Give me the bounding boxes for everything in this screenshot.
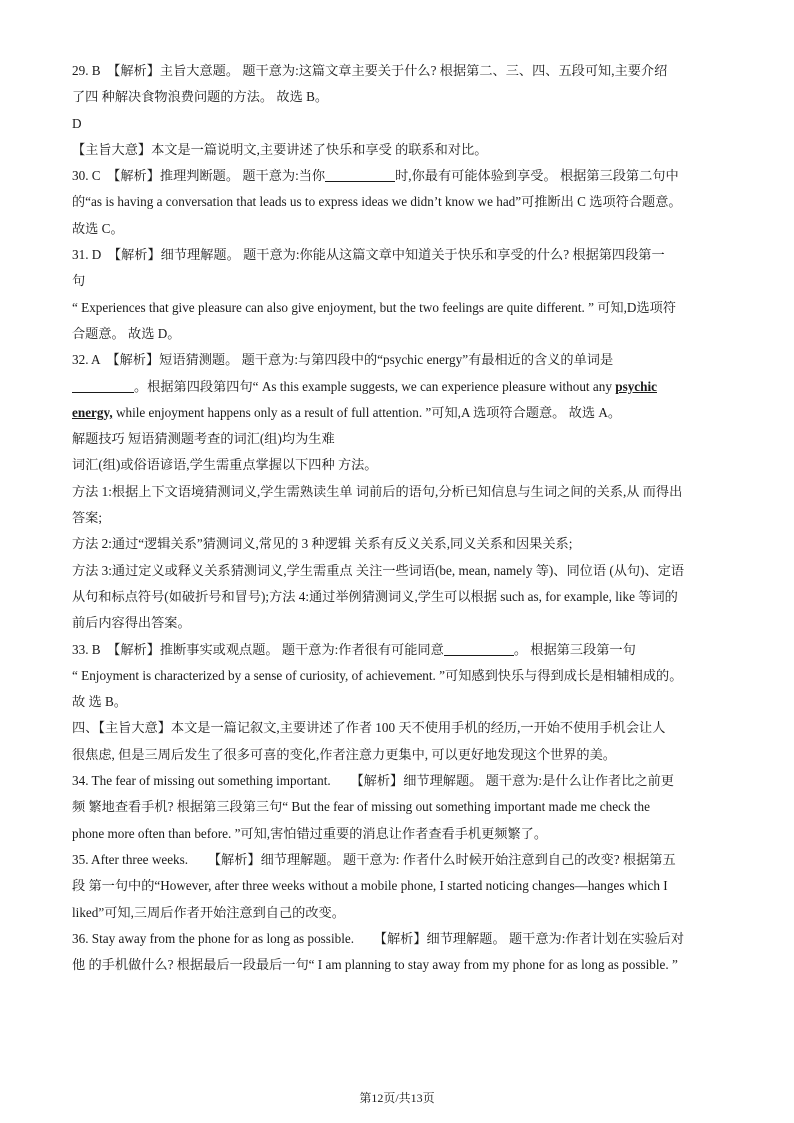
text-segment: 30. C 【解析】推理判断题。 题干意为:当你 [72,168,326,184]
text-line: 词汇(组)或俗语谚语,学生需重点掌握以下四种 方法。 [72,457,378,473]
text-line: 解题技巧 短语猜测题考查的词汇(组)均为生难 [72,431,335,447]
text-line: liked”可知,三周后作者开始注意到自己的改变。 [72,904,345,920]
text-segment: while enjoyment happens only as a result of full attention. ”可知,A 选项符合题意。 故选 A。 [112,404,622,420]
text-line: 答案; [72,510,103,526]
answer-blank [72,377,134,393]
text-line: 从句和标点符号(如破折号和冒号);方法 4:通过举例猜测词义,学生可以根据 such as, for example, like 等词的 [72,588,678,604]
text-line: 频 繁地查看手机? 根据第三段第三句“ But the fear of missing out something important made me check the [72,799,650,815]
text-line: 31. D 【解析】细节理解题。 题干意为:你能从这篇文章中知道关于快乐和享受的什么? 根据第四段第一 [72,247,665,263]
text-line: 32. A 【解析】短语猜测题。 题干意为:与第四段中的“psychic energy”有最相近的含义的单词是 [72,352,614,368]
underlined-phrase: energy, [72,404,113,420]
text-line: 29. B 【解析】主旨大意题。 题干意为:这篇文章主要关于什么? 根据第二、三、四、五段可知,主要介绍 [72,63,668,78]
text-segment: 。根据第四段第四句“ As this example suggests, we can experience pleasure without any [134,378,616,394]
answer-explanations [72,58,724,978]
text-line [72,637,724,663]
text-line: 句 [72,273,86,289]
text-segment: 时,你最有可能体验到享受。 根据第三段第二句中 [395,168,679,184]
text-line: 他 的手机做什么? 根据最后一段最后一句“ I am planning to stay away from my phone for as long as possible. ” [72,957,678,973]
text-line: “ Experiences that give pleasure can also give enjoyment, but the two feelings are quite different. ” 可知,D选项符 [72,299,676,315]
text-line: D [72,115,82,131]
text-line: 方法 1:根据上下文语境猜测词义,学生需熟读生单 词前后的语句,分析已知信息与生词之间的关系,从 而得出 [72,483,683,499]
text-line: 【主旨大意】本文是一篇说明文,主要讲述了快乐和享受 的联系和对比。 [72,141,488,157]
text-line: phone more often than before. ”可知,害怕错过重要的消息让作者查看手机更频繁了。 [72,825,548,841]
answer-blank [444,640,514,656]
text-line: 方法 3:通过定义或释义关系猜测词义,学生需重点 关注一些词语(be, mean, namely 等)、同位语 (从句)、定语 [72,562,685,578]
text-line: 35. After three weeks. 【解析】细节理解题。 题干意为: 作者什么时候开始注意到自己的改变? 根据第五 [72,851,676,867]
text-line: 四、【主旨大意】本文是一篇记叙文,主要讲述了作者 100 天不使用手机的经历,一开始不使用手机会让人 [72,720,666,736]
text-line: 前后内容得出答案。 [72,615,191,631]
text-line: 36. Stay away from the phone for as long as possible. 【解析】细节理解题。 题干意为:作者计划在实验后对 [72,930,685,946]
text-line: 的“as is having a conversation that leads us to express ideas we didn’t know we had”可推断出 C 选项符合题意。 [72,194,682,210]
text-line: 故 选 B。 [72,694,127,710]
page-number: 第12页/共13页 [359,1091,435,1105]
text-line [72,400,724,426]
text-line: 合题意。 故选 D。 [72,325,181,341]
underlined-phrase: psychic [615,378,657,394]
text-line: 段 第一句中的“However, after three weeks without a mobile phone, I started noticing changes—hanges which I [72,878,668,894]
text-line: 方法 2:通过“逻辑关系”猜测词义,常见的 3 种逻辑 关系有反义关系,同义关系和因果关系; [72,536,573,552]
text-line: 34. The fear of missing out something important. 【解析】细节理解题。 题干意为:是什么让作者比之前更 [72,773,674,789]
text-segment: 33. B 【解析】推断事实或观点题。 题干意为:作者很有可能同意 [72,641,444,657]
text-line: 很焦虑, 但是三周后发生了很多可喜的变化,作者注意力更集中, 可以更好地发现这个世界的美。 [72,746,616,762]
text-line: 故选 C。 [72,220,124,236]
text-line [72,163,724,189]
text-line [72,374,724,400]
text-line: 了四 种解决食物浪费问题的方法。 故选 B。 [72,89,329,105]
text-line: “ Enjoyment is characterized by a sense of curiosity, of achievement. ”可知感到快乐与得到成长是相辅相成的。 [72,667,683,683]
answer-blank [325,166,395,182]
text-segment: 。 根据第三段第一句 [513,641,636,657]
